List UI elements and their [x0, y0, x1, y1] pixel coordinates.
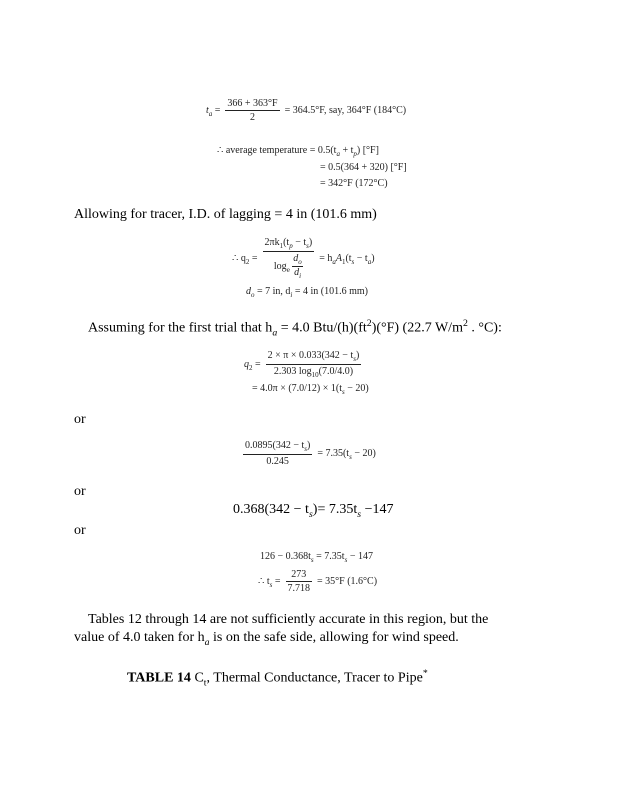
or-label-2: or	[74, 484, 86, 499]
equation-step-7: $0.368(342 - t_s)= 7.35t_s -147$	[233, 502, 394, 520]
or-label-3: or	[74, 523, 86, 538]
table-caption: TABLE 14 $C_t$, Thermal Conductance, Tracer to Pipe*	[127, 668, 428, 689]
paragraph-tables-accuracy-line2: value of 4.0 taken for $h_a$ is on the safe side, allowing for wind speed.	[74, 630, 459, 648]
equation-q2: ∴ $q_2$ = $2\pi k_1(t_p - t_s)$ $\log_e$ $\frac{d_o}{d_i}$ = $h_aA_1(t_s - t_a)$	[232, 237, 375, 280]
equation-step-8-line1: $126 - 0.368t_s = 7.35t_s - 147$	[260, 551, 373, 564]
equation-diameters: $d_o = 7$ in, $d_i = 4$ in (101.6 mm)	[246, 286, 369, 299]
equation-step-6: $\frac{0.0895(342 - t_s)}{0.245}$ = $7.35(t_s - 20)$	[245, 440, 376, 467]
equation-ta: $t_a$ = $\frac{366 + 363^\circ F}{2}$ = 364.5°F, say, 364°F (184°C)	[206, 98, 407, 123]
paragraph-lagging: Allowing for tracer, I.D. of lagging = 4 in (101.6 mm)	[74, 207, 377, 222]
equation-average-temperature: ∴ average temperature = $0.5(t_a + t_p)$ [°F]	[217, 145, 379, 158]
or-label-1: or	[74, 412, 86, 427]
equation-ts-result: ∴ $t_s$ = $\frac{273}{7.718}$ = 35°F (1.6°C)	[258, 569, 378, 594]
paragraph-first-trial: Assuming for the first trial that $h_a = 4.0$ Btu/$(h)(ft^2)(^\circ F)$ (22.7 $W/m^2$ . °C):	[88, 318, 502, 339]
equation-average-line2: = 0.5(364 + 320) [°F]	[320, 162, 407, 173]
equation-q2-line2: = $4.0\pi \times (7.0/12) \times 1(t_s - 20)$	[252, 383, 369, 396]
equation-q2-numeric: $q_2$ = $\frac{2 \times \pi \times 0.033(342 - t_s)}{2.303 \log_{10}(7.0/4.0)}$	[244, 350, 360, 379]
paragraph-tables-accuracy-line1: Tables 12 through 14 are not sufficiently accurate in this region, but the	[88, 612, 489, 627]
equation-average-line3: = 342°F (172°C)	[320, 178, 388, 189]
